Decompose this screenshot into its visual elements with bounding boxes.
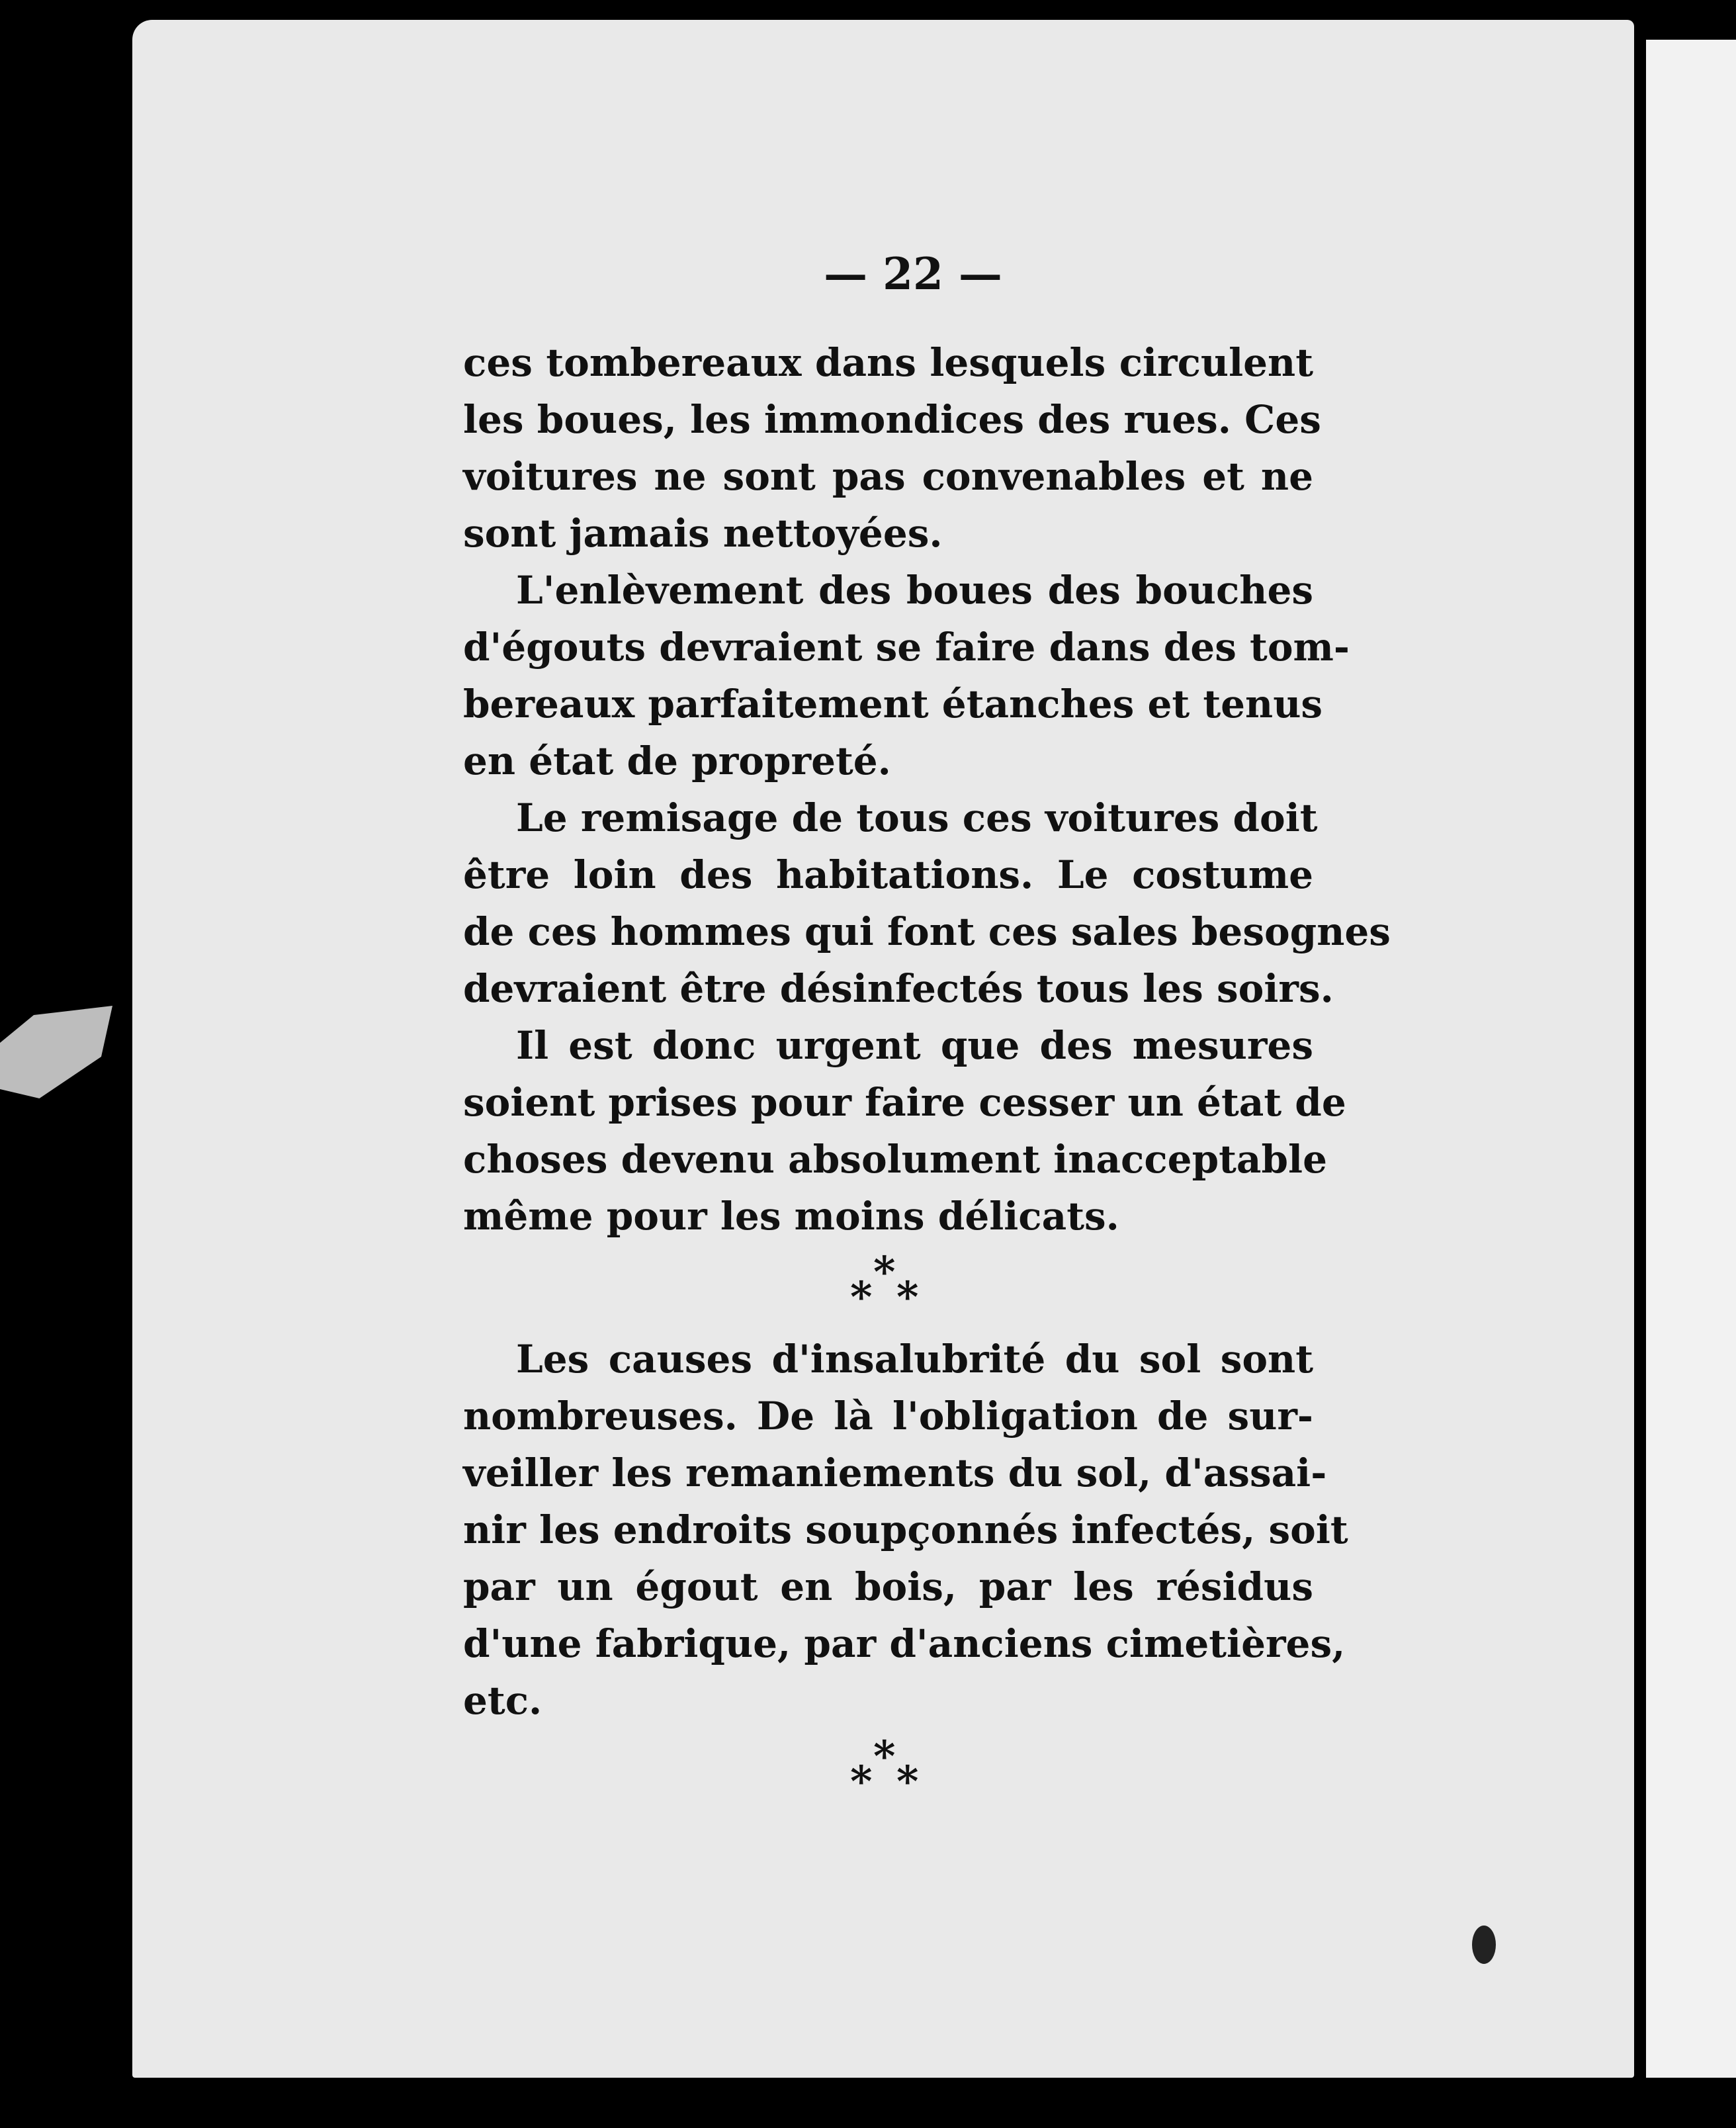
page-number: — 22 — xyxy=(824,248,1002,300)
text-line: bereaux parfaitement étanches et tenus xyxy=(463,682,1323,727)
asterism-separator xyxy=(463,1729,1313,1815)
text-line: par un égout en bois, par les résidus xyxy=(463,1564,1313,1609)
paragraph-5 xyxy=(463,1331,1348,1729)
text-line: ces tombereaux dans lesquels circulent xyxy=(463,340,1313,385)
text-line: les boues, les immondices des rues. Ces xyxy=(463,397,1321,442)
text-line: nir les endroits soupçonnés infectés, soit xyxy=(463,1507,1348,1552)
text-line: Le remisage de tous ces voitures doit xyxy=(516,795,1318,840)
text-line: même pour les moins délicats. xyxy=(463,1194,1119,1239)
text-line: Les causes d'insalubrité du sol sont xyxy=(516,1337,1313,1382)
paragraph-3 xyxy=(463,789,1391,1017)
facing-page-edge xyxy=(1646,40,1736,2078)
asterisk: * xyxy=(896,1757,919,1806)
paragraph-4 xyxy=(463,1017,1346,1245)
text-line: sont jamais nettoyées. xyxy=(463,511,943,556)
text-line: veiller les remaniements du sol, d'assai- xyxy=(463,1450,1327,1495)
text-line: de ces hommes qui font ces sales besognes xyxy=(463,909,1391,954)
text-line: d'égouts devraient se faire dans des tom- xyxy=(463,625,1350,670)
asterisk: * xyxy=(896,1272,919,1322)
text-line: voitures ne sont pas convenables et ne xyxy=(463,454,1313,499)
asterisk: * xyxy=(873,1247,896,1297)
paragraph-1 xyxy=(463,334,1321,562)
text-line: devraient être désinfectés tous les soirs. xyxy=(463,966,1334,1011)
text-line: soient prises pour faire cesser un état de xyxy=(463,1080,1346,1125)
torn-paper-fragment xyxy=(0,1006,112,1098)
text-line: choses devenu absolument inacceptable xyxy=(463,1137,1327,1182)
text-line: nombreuses. De là l'obligation de sur- xyxy=(463,1394,1313,1439)
asterisk: * xyxy=(873,1732,896,1781)
text-line: etc. xyxy=(463,1678,542,1723)
paragraph-2 xyxy=(463,562,1350,789)
asterism-separator xyxy=(463,1245,1313,1331)
ink-blot xyxy=(1472,1926,1496,1964)
asterisk: * xyxy=(850,1272,873,1322)
text-line: être loin des habitations. Le costume xyxy=(463,852,1313,897)
body-text xyxy=(463,334,1391,1815)
text-line: L'enlèvement des boues des bouches xyxy=(516,568,1313,613)
asterisk: * xyxy=(850,1757,873,1806)
text-line: en état de propreté. xyxy=(463,738,891,783)
text-line: d'une fabrique, par d'anciens cimetières, xyxy=(463,1621,1346,1666)
text-line: Il est donc urgent que des mesures xyxy=(516,1023,1313,1068)
